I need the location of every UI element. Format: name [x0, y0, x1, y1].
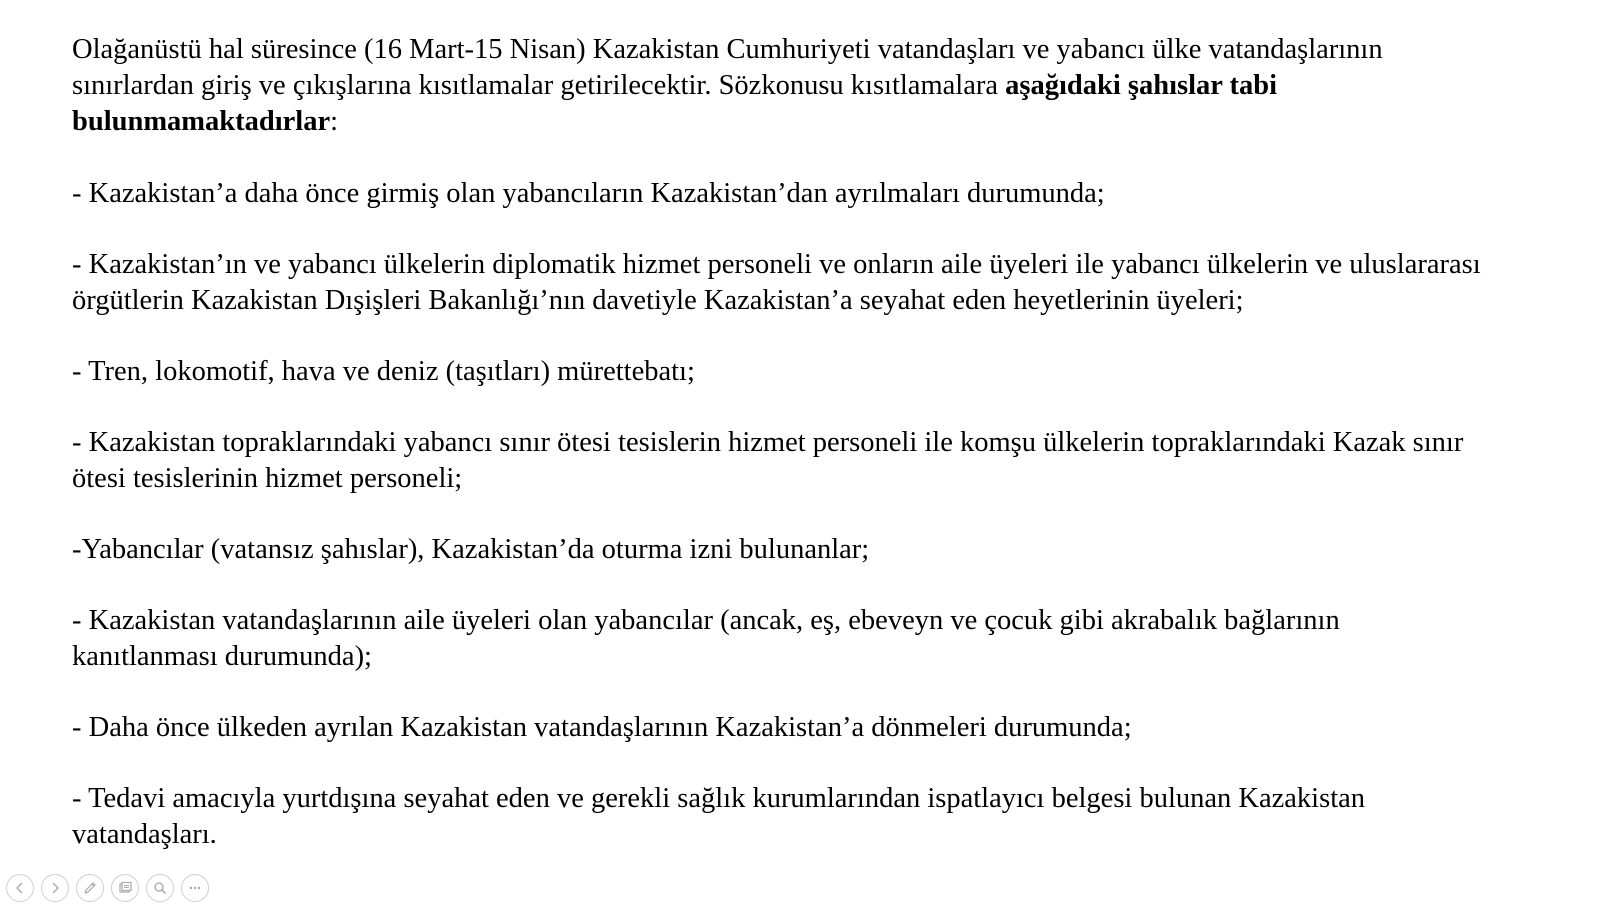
list-item: - Kazakistan topraklarındaki yabancı sınır ötesi tesislerin hizmet personeli ile komşu ülkelerin topraklarındaki Kazak sınır ötesi tesislerinin hizmet personeli; — [72, 427, 1464, 494]
intro-paragraph — [72, 32, 1492, 140]
zoom-icon — [152, 880, 168, 896]
pen-icon — [82, 880, 98, 896]
intro-bold-text: aşağıdaki şahıslar tabi bulunmamaktadırlar — [72, 70, 1278, 137]
zoom-button[interactable] — [146, 874, 174, 902]
list-item: - Kazakistan vatandaşlarının aile üyeleri olan yabancılar (ancak, eş, ebeveyn ve çocuk gibi akrabalık bağlarının kanıtlanması durumunda); — [72, 605, 1340, 672]
pen-button[interactable] — [76, 874, 104, 902]
list-item: - Tedavi amacıyla yurtdışına seyahat eden ve gerekli sağlık kurumlarından ispatlayıcı belgesi bulunan Kazakistan vatandaşları. — [72, 783, 1366, 850]
intro-end: : — [330, 106, 339, 137]
intro-text: Olağanüstü hal süresince (16 Mart-15 Nisan) Kazakistan Cumhuriyeti vatandaşları ve yabancı ülke vatandaşlarının sınırlardan giriş ve çıkışlarına kısıtlamalar getirilecektir. Sözkonusu kısıtlamalara — [72, 34, 1383, 101]
see-all-slides-button[interactable] — [111, 874, 139, 902]
list-item: - Daha önce ülkeden ayrılan Kazakistan vatandaşlarının Kazakistan’a dönmeleri durumunda; — [72, 712, 1132, 743]
previous-slide-icon — [12, 880, 28, 896]
more-options-icon — [187, 880, 203, 896]
slide-content — [72, 32, 1492, 888]
previous-slide-button[interactable] — [6, 874, 34, 902]
next-slide-icon — [47, 880, 63, 896]
list-item: - Kazakistan’a daha önce girmiş olan yabancıların Kazakistan’dan ayrılmaları durumunda; — [72, 178, 1105, 209]
next-slide-button[interactable] — [41, 874, 69, 902]
list-item: - Tren, lokomotif, hava ve deniz (taşıtları) mürettebatı; — [72, 356, 695, 387]
list-item: - Kazakistan’ın ve yabancı ülkelerin diplomatik hizmet personeli ve onların aile üyeleri ile yabancı ülkelerin ve uluslararası örgütlerin Kazakistan Dışişleri Bakanlığı’nın davetiyle Kazakistan’a seyahat eden heyetlerinin üyeleri; — [72, 249, 1481, 316]
slides-grid-icon — [117, 880, 133, 896]
list-item: -Yabancılar (vatansız şahıslar), Kazakistan’da oturma izni bulunanlar; — [72, 534, 870, 565]
more-options-button[interactable] — [181, 874, 209, 902]
